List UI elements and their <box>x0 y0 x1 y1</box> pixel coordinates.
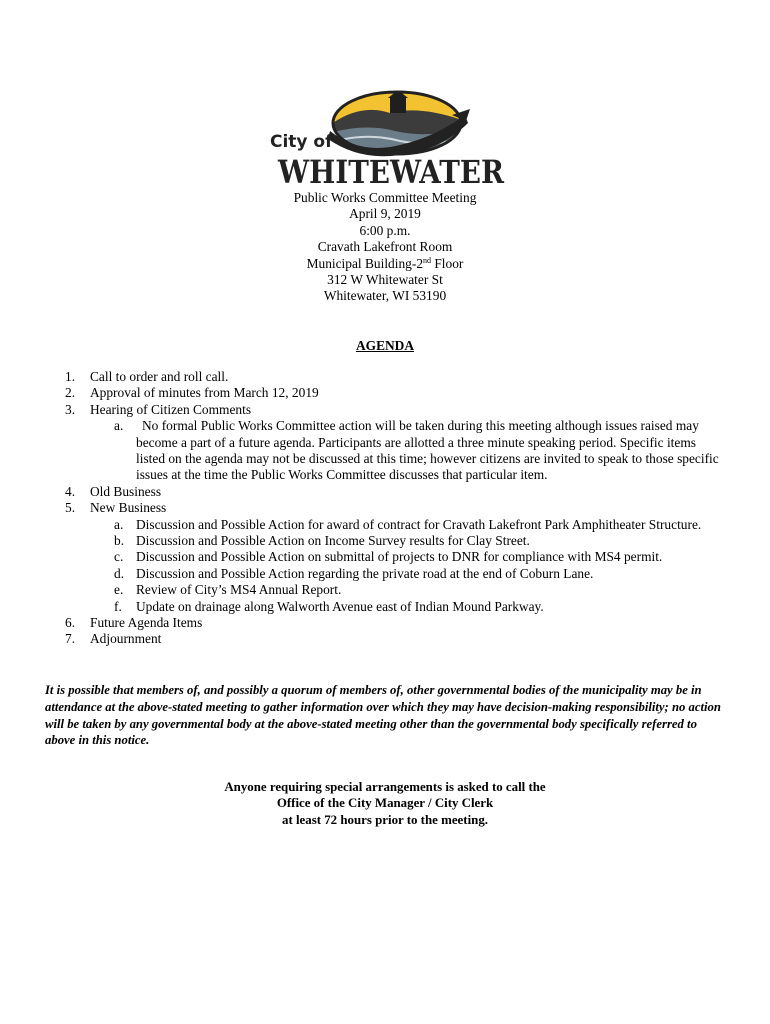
logo-city-of: City of <box>270 132 333 152</box>
subitem-text: Discussion and Possible Action on Income Survey results for Clay Street. <box>136 532 530 548</box>
agenda-item <box>0 484 770 500</box>
building-name: Municipal Building-2 <box>306 255 424 271</box>
quorum-notice: It is possible that members of, and possibly a quorum of members of, other governmental bodies of the municipality may be in attendance at the above-stated meeting to gather information over which they may have decision-making responsibility; no action will be taken by any governmental body at the above-stated meeting other than the governmental body specifically referred to above in this notice. <box>45 683 721 748</box>
agenda-item <box>0 500 770 516</box>
subitem-letter: d. <box>114 565 125 581</box>
item-number: 3. <box>65 401 76 417</box>
subitem-letter: e. <box>114 582 124 598</box>
agenda-item <box>0 615 770 631</box>
item-text: Old Business <box>90 483 162 499</box>
agenda-item <box>0 631 770 647</box>
item-number: 5. <box>65 500 76 516</box>
item-number: 7. <box>65 631 76 647</box>
item-text: Call to order and roll call. <box>90 369 229 384</box>
agenda-item <box>0 402 770 418</box>
subitem-text: Update on drainage along Walworth Avenue east of Indian Mound Parkway. <box>136 598 544 614</box>
item-text: Hearing of Citizen Comments <box>90 401 252 417</box>
meeting-building <box>0 256 770 272</box>
agenda-list <box>0 369 770 648</box>
meeting-city: Whitewater, WI 53190 <box>323 288 447 304</box>
citizen-comments-subitem <box>0 418 770 484</box>
special-line: at least 72 hours prior to the meeting. <box>282 812 488 827</box>
subitem-text: No formal Public Works Committee action will be taken during this meeting although issues raised may become a part of a future agenda. Participants are allotted a three minute speaking period. Specific items listed on the agenda may not be discussed at this time; however citizens are invited to speak to those specific issues at the time the Public Works Committee discusses that particular item. <box>136 418 719 483</box>
ordinal-suffix: nd <box>423 255 432 265</box>
subitem-letter: c. <box>114 549 124 565</box>
item-text: Adjournment <box>90 631 162 647</box>
item-number: 4. <box>65 483 76 499</box>
item-text: New Business <box>90 500 167 516</box>
agenda-item <box>0 385 770 401</box>
subitem-text: Discussion and Possible Action for award of contract for Cravath Lakefront Park Amphitheater Structure. <box>136 516 702 532</box>
agenda-subitem <box>0 566 770 582</box>
special-line: Office of the City Manager / City Clerk <box>276 796 494 811</box>
city-logo <box>270 85 510 191</box>
meeting-room: Cravath Lakefront Room <box>317 239 453 255</box>
logo-building <box>390 97 406 113</box>
subitem-text: Discussion and Possible Action on submittal of projects to DNR for compliance with MS4 permit. <box>136 549 663 565</box>
subitem-text: Discussion and Possible Action regarding the private road at the end of Coburn Lane. <box>136 565 594 581</box>
meeting-header <box>0 190 770 305</box>
agenda-subitem <box>0 533 770 549</box>
agenda-item <box>0 369 770 385</box>
agenda-subitem <box>0 549 770 565</box>
subitem-letter: f. <box>114 598 122 614</box>
subitem-text: Review of City’s MS4 Annual Report. <box>136 582 342 598</box>
meeting-time: 6:00 p.m. <box>359 222 411 238</box>
meeting-date: April 9, 2019 <box>349 206 421 222</box>
agenda-title: AGENDA <box>355 338 415 353</box>
agenda-subitem <box>0 582 770 598</box>
item-number: 6. <box>65 614 76 630</box>
floor-label: Floor <box>431 255 464 271</box>
special-line: Anyone requiring special arrangements is asked to call the <box>224 780 546 794</box>
agenda-subitem <box>0 599 770 615</box>
subitem-letter: b. <box>114 532 125 548</box>
item-number: 2. <box>65 385 76 401</box>
item-text: Future Agenda Items <box>90 614 203 630</box>
logo-whitewater: WHITEWATER <box>277 153 505 191</box>
meeting-street: 312 W Whitewater St <box>327 272 443 288</box>
item-text: Approval of minutes from March 12, 2019 <box>90 385 319 401</box>
agenda-subitem <box>0 517 770 533</box>
subitem-letter: a. <box>114 418 124 434</box>
subitem-letter: a. <box>114 516 124 532</box>
item-number: 1. <box>65 369 76 384</box>
special-arrangements <box>0 779 770 828</box>
meeting-name: Public Works Committee Meeting <box>293 190 477 205</box>
